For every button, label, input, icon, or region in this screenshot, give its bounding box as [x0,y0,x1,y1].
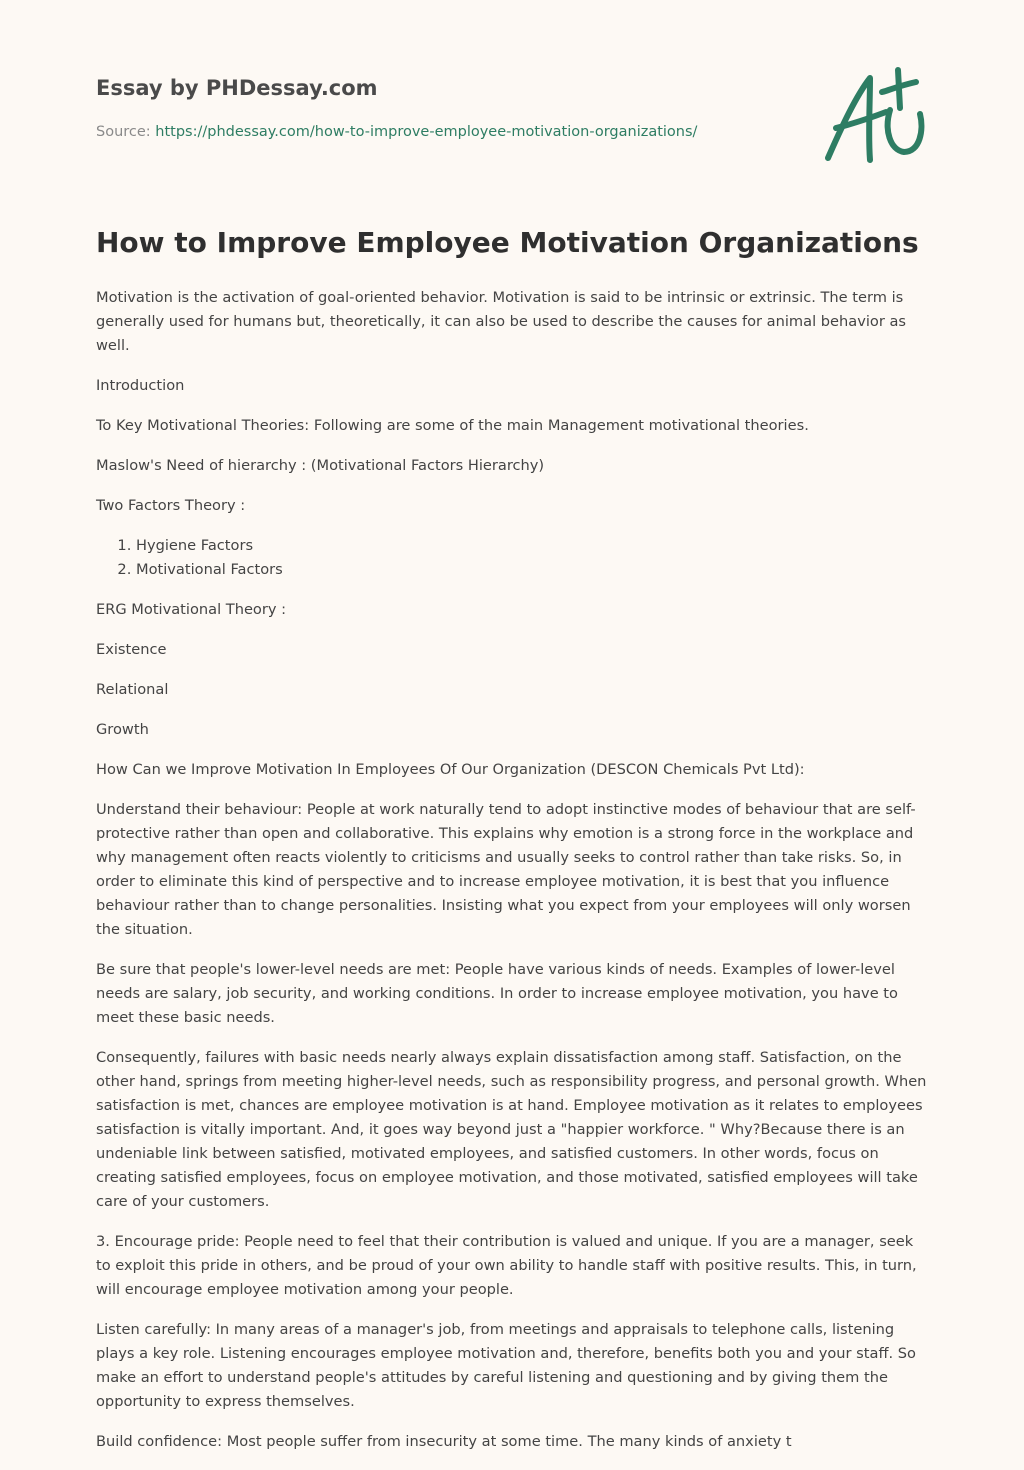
a-plus-logo-icon [820,64,930,170]
list-item: 2. Motivational Factors [136,558,928,582]
list-item: 1. Hygiene Factors [136,534,928,558]
paragraph: Growth [96,721,149,738]
source-link[interactable]: https://phdessay.com/how-to-improve-employee-motivation-organizations/ [155,124,698,140]
essay-body [96,286,928,1470]
paragraph: Understand their behaviour: People at work naturally tend to adopt instinctive modes of behaviour that are self-protective rather than open and collaborative. This explains why emotion is a strong force in the workplace and why management often reacts violently to criticisms and usually seeks to control rather than take risks. So, in order to eliminate this kind of perspective and to increase employee motivation, it is best that you influence behaviour rather than to change personalities. Insisting what you expect from your employees will only worsen the situation. [96,801,916,938]
paragraph: 3. Encourage pride: People need to feel that their contribution is valued and unique. If you are a manager, seek to exploit this pride in others, and be proud of your own ability to handle staff with positive results. This, in turn, will encourage employee motivation among your people. [96,1233,917,1298]
paragraph: Introduction [96,377,185,394]
paragraph: Two Factors Theory : [96,497,246,514]
paragraph: Consequently, failures with basic needs nearly always explain dissatisfaction among staff. Satisfaction, on the other hand, springs from meeting higher-level needs, such as responsibility progress, and personal growth. When satisfaction is met, chances are employee motivation is at hand. Employee motivation as it relates to employees satisfaction is vitally important. And, it goes way beyond just a "happier workforce. " Why?Because there is an undeniable link between satisfied, motivated employees, and satisfied customers. In other words, focus on creating satisfied employees, focus on employee motivation, and those motivated, satisfied employees will take care of your customers. [96,1049,927,1210]
source-line [96,124,697,140]
brand-title: Essay by PHDessay.com [96,76,378,100]
paragraph: Relational [96,681,169,698]
paragraph: Be sure that people's lower-level needs are met: People have various kinds of needs. Examples of lower-level needs are salary, job security, and working conditions. In order to increase employee motivation, you have to meet these basic needs. [96,961,898,1026]
paragraph: How Can we Improve Motivation In Employees Of Our Organization (DESCON Chemicals Pvt Ltd): [96,761,805,778]
factors-list [96,534,928,582]
paragraph: Listen carefully: In many areas of a manager's job, from meetings and appraisals to telephone calls, listening plays a key role. Listening encourages employee motivation and, therefore, benefits both you and your staff. So make an effort to understand people's attitudes by careful listening and questioning and by giving them the opportunity to express themselves. [96,1321,916,1410]
essay-title: How to Improve Employee Motivation Organizations [96,226,919,259]
paragraph: Maslow's Need of hierarchy : (Motivational Factors Hierarchy) [96,457,545,474]
paragraph: Existence [96,641,167,658]
paragraph: Build confidence: Most people suffer from insecurity at some time. The many kinds of anxiety t [96,1433,792,1450]
paragraph: To Key Motivational Theories: Following are some of the main Management motivational theories. [96,417,809,434]
paragraph: Motivation is the activation of goal-oriented behavior. Motivation is said to be intrinsic or extrinsic. The term is generally used for humans but, theoretically, it can also be used to describe the causes for animal behavior as well. [96,289,907,354]
paragraph: ERG Motivational Theory : [96,601,287,618]
source-label: Source: [96,124,151,140]
